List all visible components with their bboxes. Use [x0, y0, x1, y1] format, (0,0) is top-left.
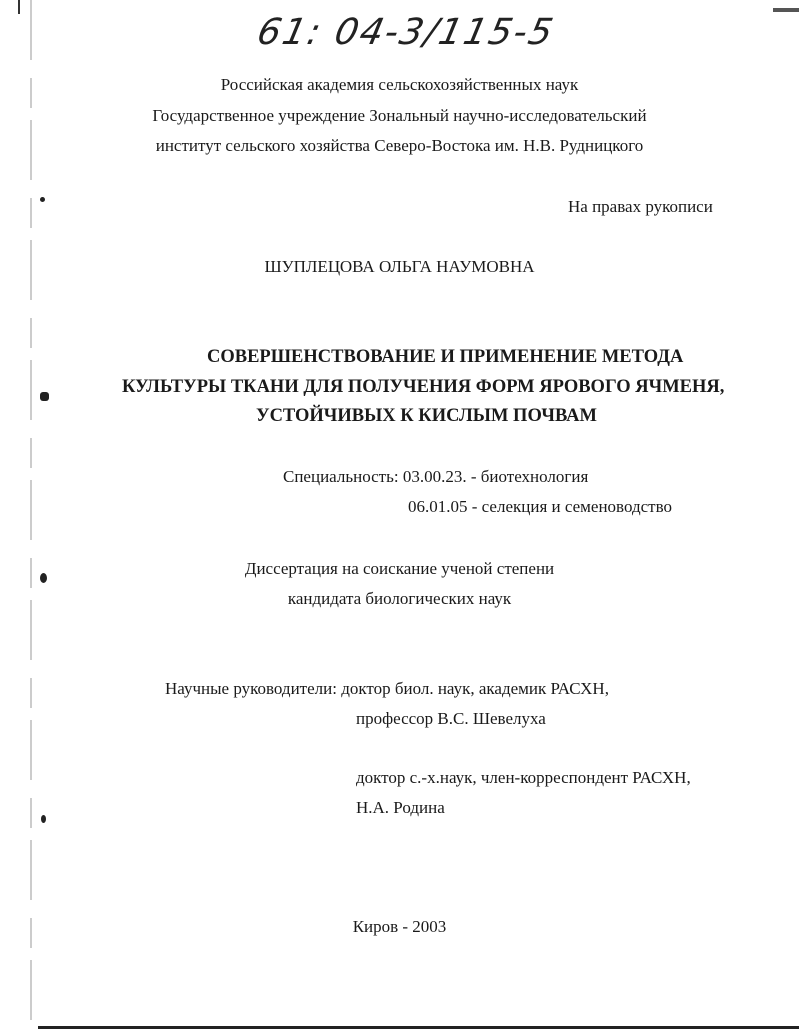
scan-corner-mark — [4, 0, 20, 14]
title-line-1: СОВЕРШЕНСТВОВАНИЕ И ПРИМЕНЕНИЕ МЕТОДА — [207, 347, 684, 367]
institution-name-line1: Государственное учреждение Зональный научно-исследовательский — [152, 106, 647, 125]
scan-edge-mark — [773, 8, 799, 12]
degree-line-1: Диссертация на соискание ученой степени — [244, 559, 555, 578]
supervisor-2-name: Н.А. Родина — [356, 798, 445, 817]
title-line-3: УСТОЙЧИВЫХ К КИСЛЫМ ПОЧВАМ — [256, 406, 597, 426]
degree-line-2: кандидата биологических наук — [287, 589, 512, 608]
place-and-year: Киров - 2003 — [352, 917, 447, 936]
punch-hole-mark — [41, 815, 46, 823]
author-name: ШУПЛЕЦОВА ОЛЬГА НАУМОВНА — [264, 257, 535, 276]
supervisors-label: Научные руководители: доктор биол. наук, академик РАСХН, — [165, 679, 609, 698]
academy-name: Российская академия сельскохозяйственных наук — [220, 75, 579, 94]
institution-name-line2: институт сельского хозяйства Северо-Востока им. Н.В. Рудницкого — [155, 136, 644, 155]
supervisor-2-title: доктор с.-х.наук, член-корреспондент РАСХН, — [356, 768, 691, 787]
punch-hole-mark — [40, 197, 45, 202]
manuscript-rights-note: На правах рукописи — [568, 197, 713, 216]
specialty-biotechnology: Специальность: 03.00.23. - биотехнология — [283, 467, 589, 486]
title-line-2: КУЛЬТУРЫ ТКАНИ ДЛЯ ПОЛУЧЕНИЯ ФОРМ ЯРОВОГО ЯЧМЕНЯ, — [122, 377, 725, 397]
specialty-breeding: 06.01.05 - селекция и семеноводство — [408, 497, 673, 516]
binding-mark — [40, 392, 49, 401]
archive-stamp-handwritten: 61: 04-3/115-5 — [253, 12, 559, 53]
scan-bottom-edge — [38, 1026, 799, 1029]
supervisor-1-name: профессор В.С. Шевелуха — [356, 709, 546, 728]
